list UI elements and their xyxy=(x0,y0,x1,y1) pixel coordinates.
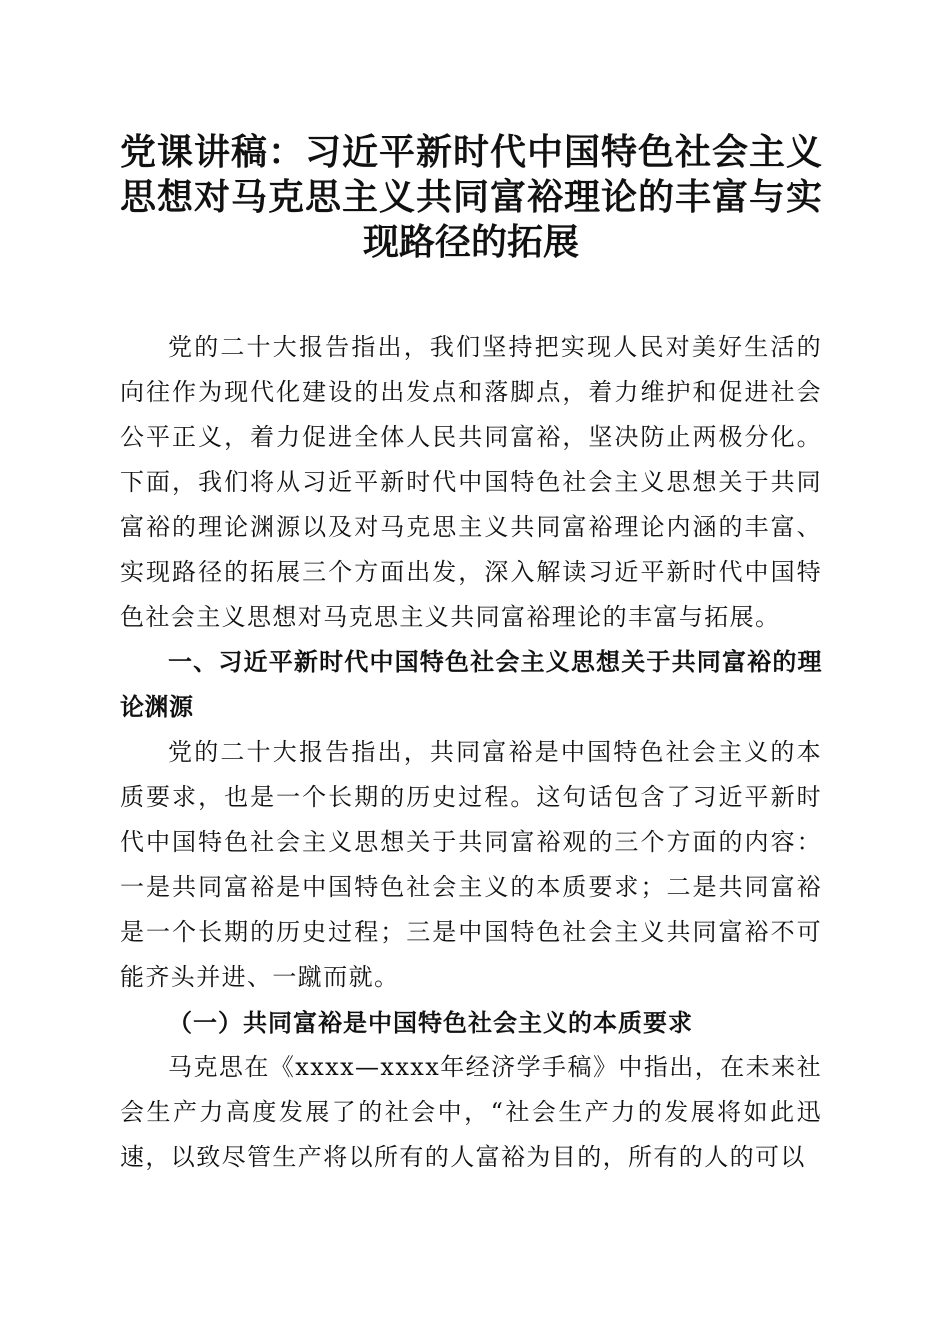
document-page xyxy=(120,130,822,1180)
section-1-paragraph: 党的二十大报告指出，共同富裕是中国特色社会主义的本质要求，也是一个长期的历史过程。这句话包含了习近平新时代中国特色社会主义思想关于共同富裕观的三个方面的内容：一是共同富裕是中国特色社会主义的本质要求；二是共同富裕是一个长期的历史过程；三是中国特色社会主义共同富裕不可能齐头并进、一蹴而就。 xyxy=(120,738,822,991)
subsection-1-heading: （一）共同富裕是中国特色社会主义的本质要求 xyxy=(168,1008,693,1037)
document-title: 党课讲稿：习近平新时代中国特色社会主义思想对马克思主义共同富裕理论的丰富与实现路径的拓展 xyxy=(120,131,822,263)
intro-paragraph: 党的二十大报告指出，我们坚持把实现人民对美好生活的向往作为现代化建设的出发点和落脚点，着力维护和促进社会公平正义，着力促进全体人民共同富裕，坚决防止两极分化。下面，我们将从习近平新时代中国特色社会主义思想关于共同富裕的理论渊源以及对马克思主义共同富裕理论内涵的丰富、实现路径的拓展三个方面出发，深入解读习近平新时代中国特色社会主义思想对马克思主义共同富裕理论的丰富与拓展。 xyxy=(120,333,822,631)
subsection-1-paragraph: 马克思在《xxxx—xxxx年经济学手稿》中指出，在未来社会生产力高度发展了的社会中，“社会生产力的发展将如此迅速，以致尽管生产将以所有的人富裕为目的，所有的人的可以 xyxy=(120,1053,822,1171)
section-1-heading: 一、习近平新时代中国特色社会主义思想关于共同富裕的理论渊源 xyxy=(120,648,822,721)
